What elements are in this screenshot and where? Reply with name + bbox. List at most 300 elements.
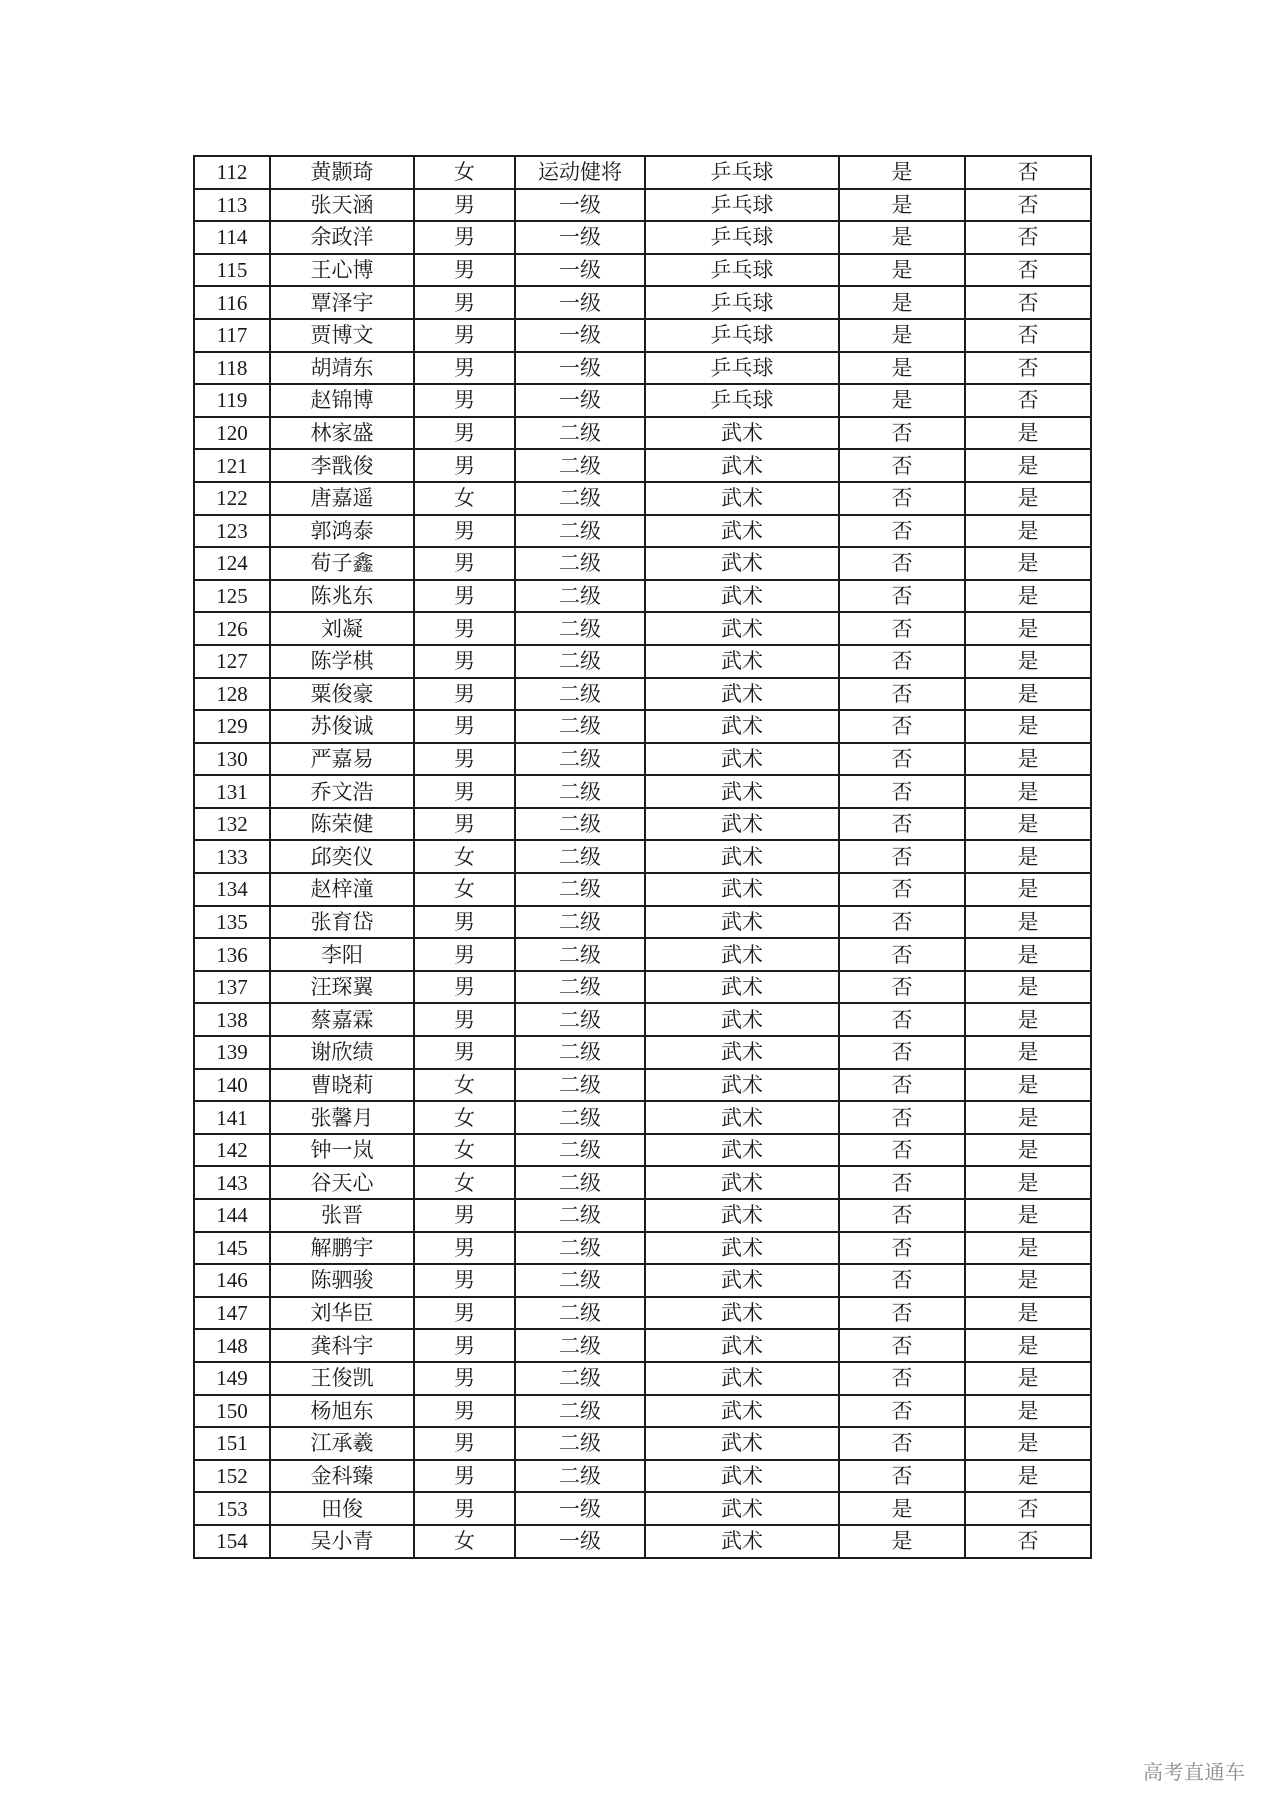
sport-cell: 武术 [645,1003,839,1036]
yes-no-cell-a: 否 [839,1362,965,1395]
row-number-cell: 115 [194,254,270,287]
level-cell: 二级 [515,645,645,678]
yes-no-cell-b: 是 [965,1329,1091,1362]
sport-cell: 武术 [645,1460,839,1493]
yes-no-cell-a: 否 [839,482,965,515]
table-row [194,1134,1091,1167]
yes-no-cell-a: 否 [839,938,965,971]
yes-no-cell-b: 否 [965,352,1091,385]
table-row [194,1427,1091,1460]
gender-cell: 女 [414,482,515,515]
sport-cell: 武术 [645,873,839,906]
gender-cell: 男 [414,906,515,939]
yes-no-cell-a: 否 [839,873,965,906]
row-number-cell: 154 [194,1525,270,1558]
level-cell: 二级 [515,580,645,613]
sport-cell: 武术 [645,1329,839,1362]
table-row [194,515,1091,548]
row-number-cell: 132 [194,808,270,841]
sport-cell: 武术 [645,775,839,808]
sport-cell: 武术 [645,971,839,1004]
yes-no-cell-a: 否 [839,612,965,645]
sport-cell: 武术 [645,710,839,743]
gender-cell: 男 [414,1036,515,1069]
gender-cell: 男 [414,1264,515,1297]
row-number-cell: 129 [194,710,270,743]
yes-no-cell-b: 是 [965,1003,1091,1036]
yes-no-cell-b: 否 [965,319,1091,352]
table-row [194,645,1091,678]
name-cell: 赵锦博 [270,384,414,417]
gender-cell: 女 [414,1166,515,1199]
yes-no-cell-a: 是 [839,286,965,319]
yes-no-cell-a: 否 [839,515,965,548]
gender-cell: 男 [414,808,515,841]
table-row [194,1362,1091,1395]
level-cell: 二级 [515,808,645,841]
gender-cell: 男 [414,645,515,678]
sport-cell: 武术 [645,645,839,678]
yes-no-cell-a: 否 [839,840,965,873]
sport-cell: 武术 [645,1427,839,1460]
sport-cell: 武术 [645,1134,839,1167]
sport-cell: 武术 [645,1492,839,1525]
name-cell: 陈荣健 [270,808,414,841]
level-cell: 二级 [515,515,645,548]
name-cell: 江承羲 [270,1427,414,1460]
gender-cell: 女 [414,873,515,906]
table-body [194,156,1091,1558]
row-number-cell: 124 [194,547,270,580]
row-number-cell: 139 [194,1036,270,1069]
row-number-cell: 142 [194,1134,270,1167]
sport-cell: 武术 [645,1232,839,1265]
name-cell: 解鹏宇 [270,1232,414,1265]
name-cell: 谷天心 [270,1166,414,1199]
table-row [194,1166,1091,1199]
sport-cell: 乒乓球 [645,189,839,222]
level-cell: 二级 [515,449,645,482]
gender-cell: 女 [414,1134,515,1167]
yes-no-cell-a: 否 [839,1232,965,1265]
watermark-text: 高考直通车 [1143,1760,1246,1784]
sport-cell: 武术 [645,1166,839,1199]
gender-cell: 男 [414,254,515,287]
name-cell: 黄颢琦 [270,156,414,189]
row-number-cell: 147 [194,1297,270,1330]
table-row [194,352,1091,385]
row-number-cell: 126 [194,612,270,645]
yes-no-cell-b: 否 [965,221,1091,254]
yes-no-cell-a: 是 [839,1492,965,1525]
name-cell: 张晋 [270,1199,414,1232]
yes-no-cell-b: 是 [965,1134,1091,1167]
sport-cell: 武术 [645,808,839,841]
gender-cell: 男 [414,1427,515,1460]
table-row [194,1525,1091,1558]
table-row [194,580,1091,613]
table-row [194,612,1091,645]
yes-no-cell-a: 否 [839,1003,965,1036]
table-row [194,840,1091,873]
level-cell: 二级 [515,1264,645,1297]
sport-cell: 乒乓球 [645,286,839,319]
gender-cell: 男 [414,515,515,548]
yes-no-cell-a: 否 [839,1460,965,1493]
yes-no-cell-b: 是 [965,1166,1091,1199]
yes-no-cell-a: 否 [839,1427,965,1460]
level-cell: 二级 [515,547,645,580]
yes-no-cell-b: 是 [965,1232,1091,1265]
yes-no-cell-b: 否 [965,1492,1091,1525]
yes-no-cell-a: 是 [839,156,965,189]
yes-no-cell-b: 是 [965,743,1091,776]
name-cell: 张育岱 [270,906,414,939]
name-cell: 贾博文 [270,319,414,352]
athlete-roster-table [193,155,1092,1559]
sport-cell: 武术 [645,1362,839,1395]
level-cell: 二级 [515,612,645,645]
yes-no-cell-a: 是 [839,384,965,417]
sport-cell: 武术 [645,1297,839,1330]
sport-cell: 武术 [645,1101,839,1134]
table-row [194,808,1091,841]
yes-no-cell-b: 是 [965,1297,1091,1330]
name-cell: 李戬俊 [270,449,414,482]
yes-no-cell-a: 是 [839,1525,965,1558]
sport-cell: 武术 [645,547,839,580]
table-row [194,775,1091,808]
gender-cell: 男 [414,678,515,711]
yes-no-cell-b: 是 [965,1395,1091,1428]
level-cell: 二级 [515,775,645,808]
sport-cell: 武术 [645,417,839,450]
yes-no-cell-b: 是 [965,580,1091,613]
row-number-cell: 117 [194,319,270,352]
level-cell: 二级 [515,1329,645,1362]
table-row [194,1069,1091,1102]
row-number-cell: 133 [194,840,270,873]
level-cell: 二级 [515,1297,645,1330]
yes-no-cell-a: 否 [839,1199,965,1232]
sport-cell: 武术 [645,449,839,482]
sport-cell: 武术 [645,1069,839,1102]
level-cell: 二级 [515,1036,645,1069]
table-row [194,1036,1091,1069]
name-cell: 粟俊豪 [270,678,414,711]
row-number-cell: 140 [194,1069,270,1102]
row-number-cell: 119 [194,384,270,417]
row-number-cell: 136 [194,938,270,971]
yes-no-cell-a: 否 [839,775,965,808]
row-number-cell: 152 [194,1460,270,1493]
gender-cell: 男 [414,189,515,222]
sport-cell: 武术 [645,1036,839,1069]
row-number-cell: 137 [194,971,270,1004]
level-cell: 运动健将 [515,156,645,189]
gender-cell: 男 [414,1395,515,1428]
sport-cell: 武术 [645,1395,839,1428]
level-cell: 一级 [515,1525,645,1558]
row-number-cell: 127 [194,645,270,678]
yes-no-cell-a: 否 [839,645,965,678]
gender-cell: 男 [414,775,515,808]
gender-cell: 男 [414,1329,515,1362]
level-cell: 二级 [515,1199,645,1232]
name-cell: 蔡嘉霖 [270,1003,414,1036]
name-cell: 刘凝 [270,612,414,645]
gender-cell: 女 [414,156,515,189]
row-number-cell: 153 [194,1492,270,1525]
yes-no-cell-a: 否 [839,1036,965,1069]
yes-no-cell-a: 否 [839,1297,965,1330]
name-cell: 林家盛 [270,417,414,450]
table-row [194,1199,1091,1232]
level-cell: 二级 [515,938,645,971]
gender-cell: 男 [414,1297,515,1330]
table-row [194,1003,1091,1036]
level-cell: 一级 [515,384,645,417]
yes-no-cell-a: 是 [839,221,965,254]
yes-no-cell-b: 是 [965,645,1091,678]
name-cell: 唐嘉遥 [270,482,414,515]
yes-no-cell-b: 是 [965,840,1091,873]
table-row [194,384,1091,417]
name-cell: 陈兆东 [270,580,414,613]
name-cell: 郭鸿泰 [270,515,414,548]
yes-no-cell-b: 是 [965,1427,1091,1460]
yes-no-cell-a: 否 [839,1329,965,1362]
level-cell: 二级 [515,1232,645,1265]
table-row [194,1492,1091,1525]
table-row [194,873,1091,906]
level-cell: 一级 [515,1492,645,1525]
row-number-cell: 145 [194,1232,270,1265]
row-number-cell: 151 [194,1427,270,1460]
yes-no-cell-a: 否 [839,580,965,613]
gender-cell: 男 [414,547,515,580]
yes-no-cell-a: 是 [839,189,965,222]
gender-cell: 女 [414,840,515,873]
gender-cell: 男 [414,1003,515,1036]
row-number-cell: 148 [194,1329,270,1362]
yes-no-cell-b: 是 [965,515,1091,548]
yes-no-cell-a: 否 [839,1101,965,1134]
yes-no-cell-b: 是 [965,449,1091,482]
gender-cell: 女 [414,1525,515,1558]
name-cell: 王俊凯 [270,1362,414,1395]
gender-cell: 男 [414,971,515,1004]
sport-cell: 武术 [645,840,839,873]
table-row [194,938,1091,971]
yes-no-cell-b: 否 [965,384,1091,417]
yes-no-cell-b: 是 [965,612,1091,645]
sport-cell: 武术 [645,938,839,971]
level-cell: 一级 [515,352,645,385]
yes-no-cell-b: 是 [965,1069,1091,1102]
table-row [194,156,1091,189]
row-number-cell: 146 [194,1264,270,1297]
name-cell: 赵梓潼 [270,873,414,906]
yes-no-cell-a: 否 [839,710,965,743]
table-row [194,906,1091,939]
row-number-cell: 141 [194,1101,270,1134]
level-cell: 二级 [515,1427,645,1460]
row-number-cell: 131 [194,775,270,808]
level-cell: 二级 [515,678,645,711]
name-cell: 严嘉易 [270,743,414,776]
table-row [194,286,1091,319]
row-number-cell: 128 [194,678,270,711]
table-row [194,221,1091,254]
row-number-cell: 121 [194,449,270,482]
name-cell: 刘华臣 [270,1297,414,1330]
row-number-cell: 135 [194,906,270,939]
level-cell: 二级 [515,1069,645,1102]
gender-cell: 男 [414,417,515,450]
row-number-cell: 116 [194,286,270,319]
row-number-cell: 112 [194,156,270,189]
table-row [194,1329,1091,1362]
yes-no-cell-b: 是 [965,873,1091,906]
name-cell: 陈驷骏 [270,1264,414,1297]
level-cell: 一级 [515,319,645,352]
gender-cell: 男 [414,1199,515,1232]
gender-cell: 男 [414,319,515,352]
yes-no-cell-a: 否 [839,1069,965,1102]
level-cell: 二级 [515,482,645,515]
row-number-cell: 150 [194,1395,270,1428]
yes-no-cell-a: 否 [839,808,965,841]
name-cell: 覃泽宇 [270,286,414,319]
level-cell: 二级 [515,417,645,450]
table-row [194,1232,1091,1265]
yes-no-cell-a: 否 [839,678,965,711]
sport-cell: 武术 [645,1525,839,1558]
level-cell: 一级 [515,286,645,319]
yes-no-cell-b: 是 [965,1036,1091,1069]
level-cell: 一级 [515,189,645,222]
yes-no-cell-b: 否 [965,189,1091,222]
table-row [194,1264,1091,1297]
table-row [194,1460,1091,1493]
gender-cell: 男 [414,710,515,743]
yes-no-cell-b: 否 [965,1525,1091,1558]
gender-cell: 男 [414,221,515,254]
level-cell: 一级 [515,254,645,287]
yes-no-cell-b: 否 [965,156,1091,189]
yes-no-cell-a: 是 [839,254,965,287]
yes-no-cell-b: 是 [965,417,1091,450]
level-cell: 二级 [515,1166,645,1199]
level-cell: 二级 [515,840,645,873]
name-cell: 田俊 [270,1492,414,1525]
table-row [194,482,1091,515]
sport-cell: 乒乓球 [645,221,839,254]
yes-no-cell-b: 是 [965,775,1091,808]
yes-no-cell-a: 否 [839,417,965,450]
yes-no-cell-a: 是 [839,319,965,352]
gender-cell: 女 [414,1101,515,1134]
name-cell: 苏俊诚 [270,710,414,743]
table-row [194,710,1091,743]
level-cell: 二级 [515,1134,645,1167]
yes-no-cell-b: 是 [965,1362,1091,1395]
yes-no-cell-b: 是 [965,710,1091,743]
table-row [194,319,1091,352]
yes-no-cell-b: 是 [965,971,1091,1004]
name-cell: 吴小青 [270,1525,414,1558]
name-cell: 荀子鑫 [270,547,414,580]
level-cell: 二级 [515,873,645,906]
sport-cell: 武术 [645,678,839,711]
level-cell: 二级 [515,1003,645,1036]
table-row [194,971,1091,1004]
row-number-cell: 114 [194,221,270,254]
level-cell: 二级 [515,1460,645,1493]
name-cell: 杨旭东 [270,1395,414,1428]
row-number-cell: 134 [194,873,270,906]
level-cell: 二级 [515,906,645,939]
table-row [194,1297,1091,1330]
gender-cell: 男 [414,449,515,482]
gender-cell: 男 [414,743,515,776]
sport-cell: 武术 [645,515,839,548]
level-cell: 二级 [515,971,645,1004]
table-row [194,449,1091,482]
table-row [194,1395,1091,1428]
yes-no-cell-a: 否 [839,1264,965,1297]
table-row [194,547,1091,580]
yes-no-cell-b: 是 [965,482,1091,515]
gender-cell: 男 [414,286,515,319]
yes-no-cell-b: 是 [965,1101,1091,1134]
row-number-cell: 138 [194,1003,270,1036]
row-number-cell: 149 [194,1362,270,1395]
level-cell: 二级 [515,743,645,776]
name-cell: 余政洋 [270,221,414,254]
sport-cell: 武术 [645,482,839,515]
name-cell: 谢欣绩 [270,1036,414,1069]
yes-no-cell-b: 是 [965,1460,1091,1493]
gender-cell: 男 [414,384,515,417]
sport-cell: 乒乓球 [645,156,839,189]
yes-no-cell-a: 否 [839,1166,965,1199]
name-cell: 龚科宇 [270,1329,414,1362]
name-cell: 邱奕仪 [270,840,414,873]
sport-cell: 武术 [645,743,839,776]
sport-cell: 武术 [645,1264,839,1297]
gender-cell: 男 [414,938,515,971]
gender-cell: 女 [414,1069,515,1102]
yes-no-cell-a: 否 [839,971,965,1004]
table-row [194,254,1091,287]
sport-cell: 乒乓球 [645,319,839,352]
gender-cell: 男 [414,1232,515,1265]
table-row [194,743,1091,776]
name-cell: 张天涵 [270,189,414,222]
yes-no-cell-b: 是 [965,938,1091,971]
row-number-cell: 143 [194,1166,270,1199]
gender-cell: 男 [414,352,515,385]
name-cell: 胡靖东 [270,352,414,385]
yes-no-cell-a: 否 [839,1134,965,1167]
gender-cell: 男 [414,1362,515,1395]
sport-cell: 武术 [645,612,839,645]
gender-cell: 男 [414,1492,515,1525]
yes-no-cell-b: 是 [965,808,1091,841]
level-cell: 二级 [515,1362,645,1395]
